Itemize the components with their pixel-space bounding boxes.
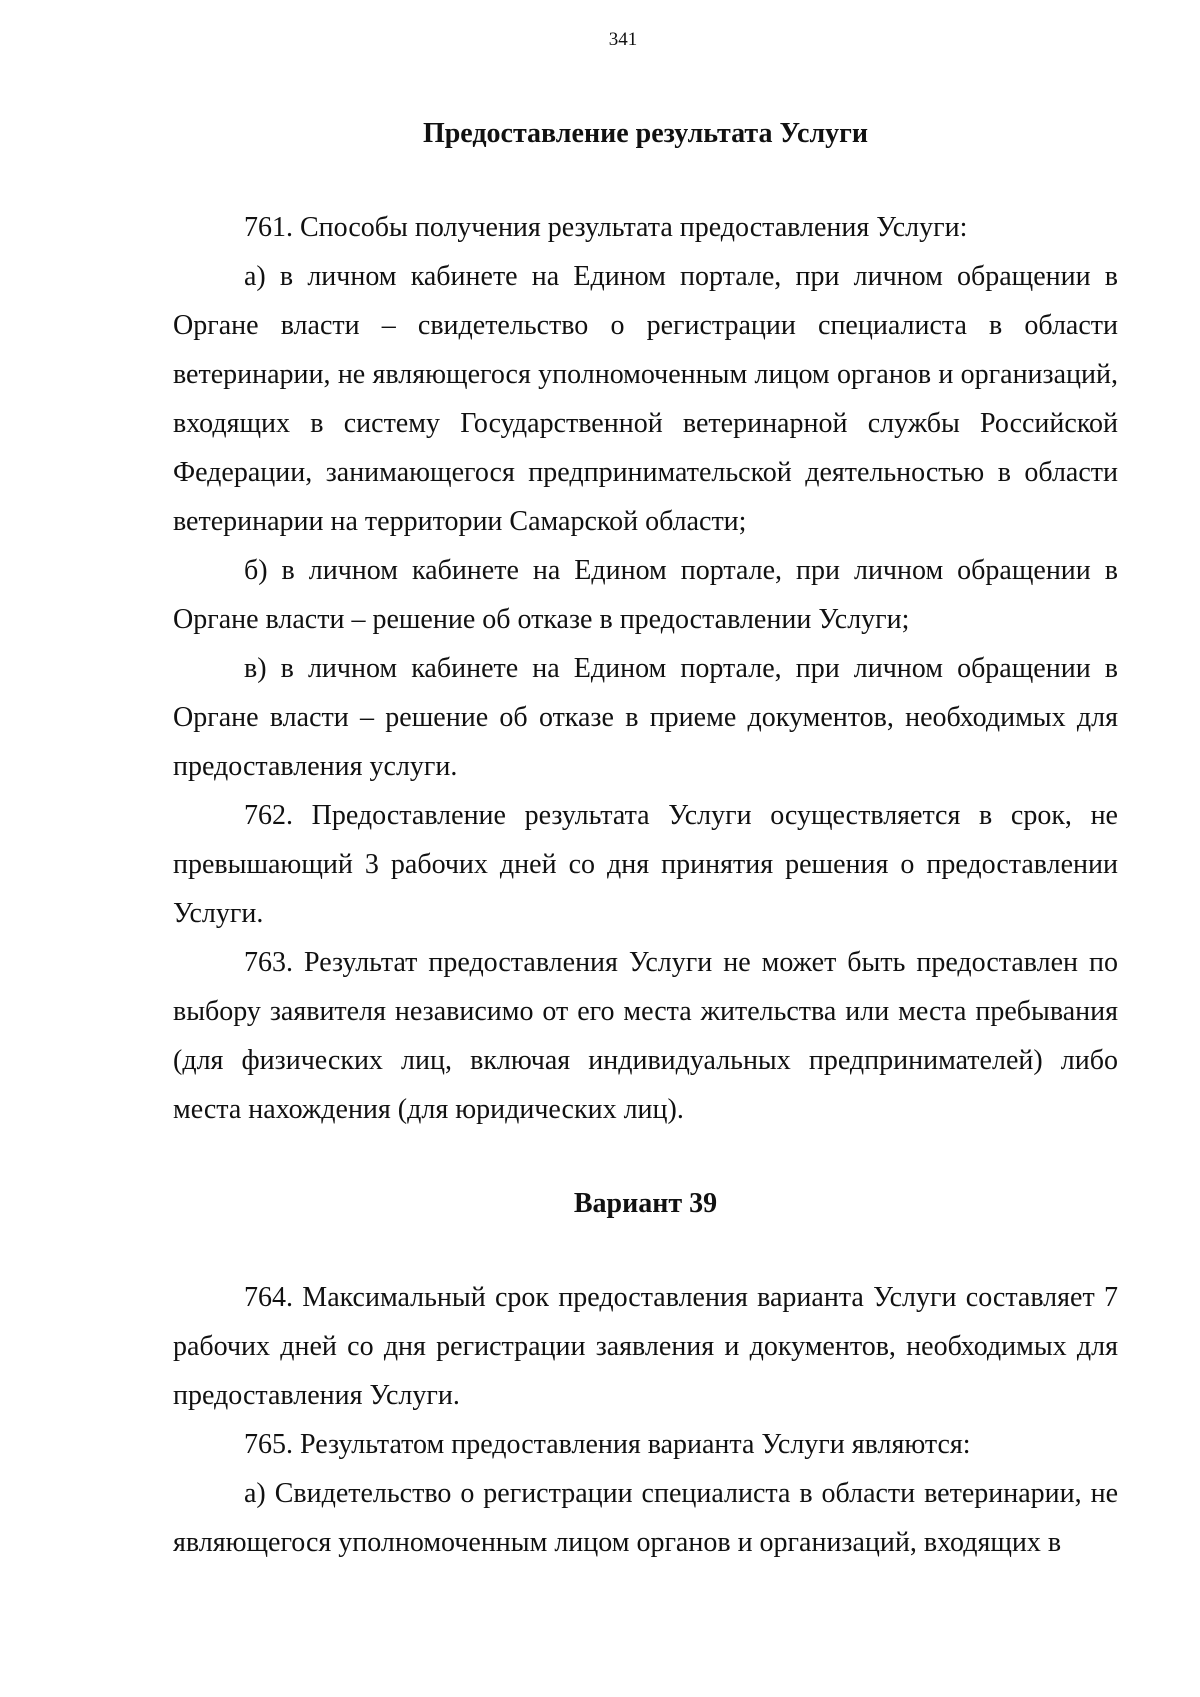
paragraph-765: 765. Результатом предоставления варианта Услуги являются:	[244, 1429, 971, 1460]
paragraph-765-a: а) Свидетельство о регистрации специалиста в области ветеринарии, не являющегося уполномоченным лицом органов и организаций, входящих в	[173, 1478, 1118, 1558]
document-body	[173, 109, 1118, 1567]
section-heading-result: Предоставление результата Услуги	[422, 118, 869, 149]
paragraph-761-v: в) в личном кабинете на Едином портале, при личном обращении в Органе власти – решение об отказе в приеме документов, необходимых для предоставления услуги.	[173, 653, 1118, 782]
paragraph-761: 761. Способы получения результата предоставления Услуги:	[244, 212, 968, 243]
paragraph-764: 764. Максимальный срок предоставления варианта Услуги составляет 7 рабочих дней со дня регистрации заявления и документов, необходимых для предоставления Услуги.	[173, 1282, 1118, 1411]
section-heading-variant-39: Вариант 39	[573, 1188, 718, 1219]
paragraph-761-b: б) в личном кабинете на Едином портале, при личном обращении в Органе власти – решение об отказе в предоставлении Услуги;	[173, 555, 1118, 635]
page-number: 341	[608, 29, 638, 50]
paragraph-763: 763. Результат предоставления Услуги не может быть предоставлен по выбору заявителя независимо от его места жительства или места пребывания (для физических лиц, включая индивидуальных предпринимателей) либо места нахождения (для юридических лиц).	[173, 947, 1118, 1125]
paragraph-761-a: а) в личном кабинете на Едином портале, при личном обращении в Органе власти – свидетельство о регистрации специалиста в области ветеринарии, не являющегося уполномоченным лицом органов и организаций, входящих в систему Государственной ветеринарной службы Российской Федерации, занимающегося предпринимательской деятельностью в области ветеринарии на территории Самарской области;	[173, 261, 1118, 537]
paragraph-762: 762. Предоставление результата Услуги осуществляется в срок, не превышающий 3 рабочих дней со дня принятия решения о предоставлении Услуги.	[173, 800, 1118, 929]
